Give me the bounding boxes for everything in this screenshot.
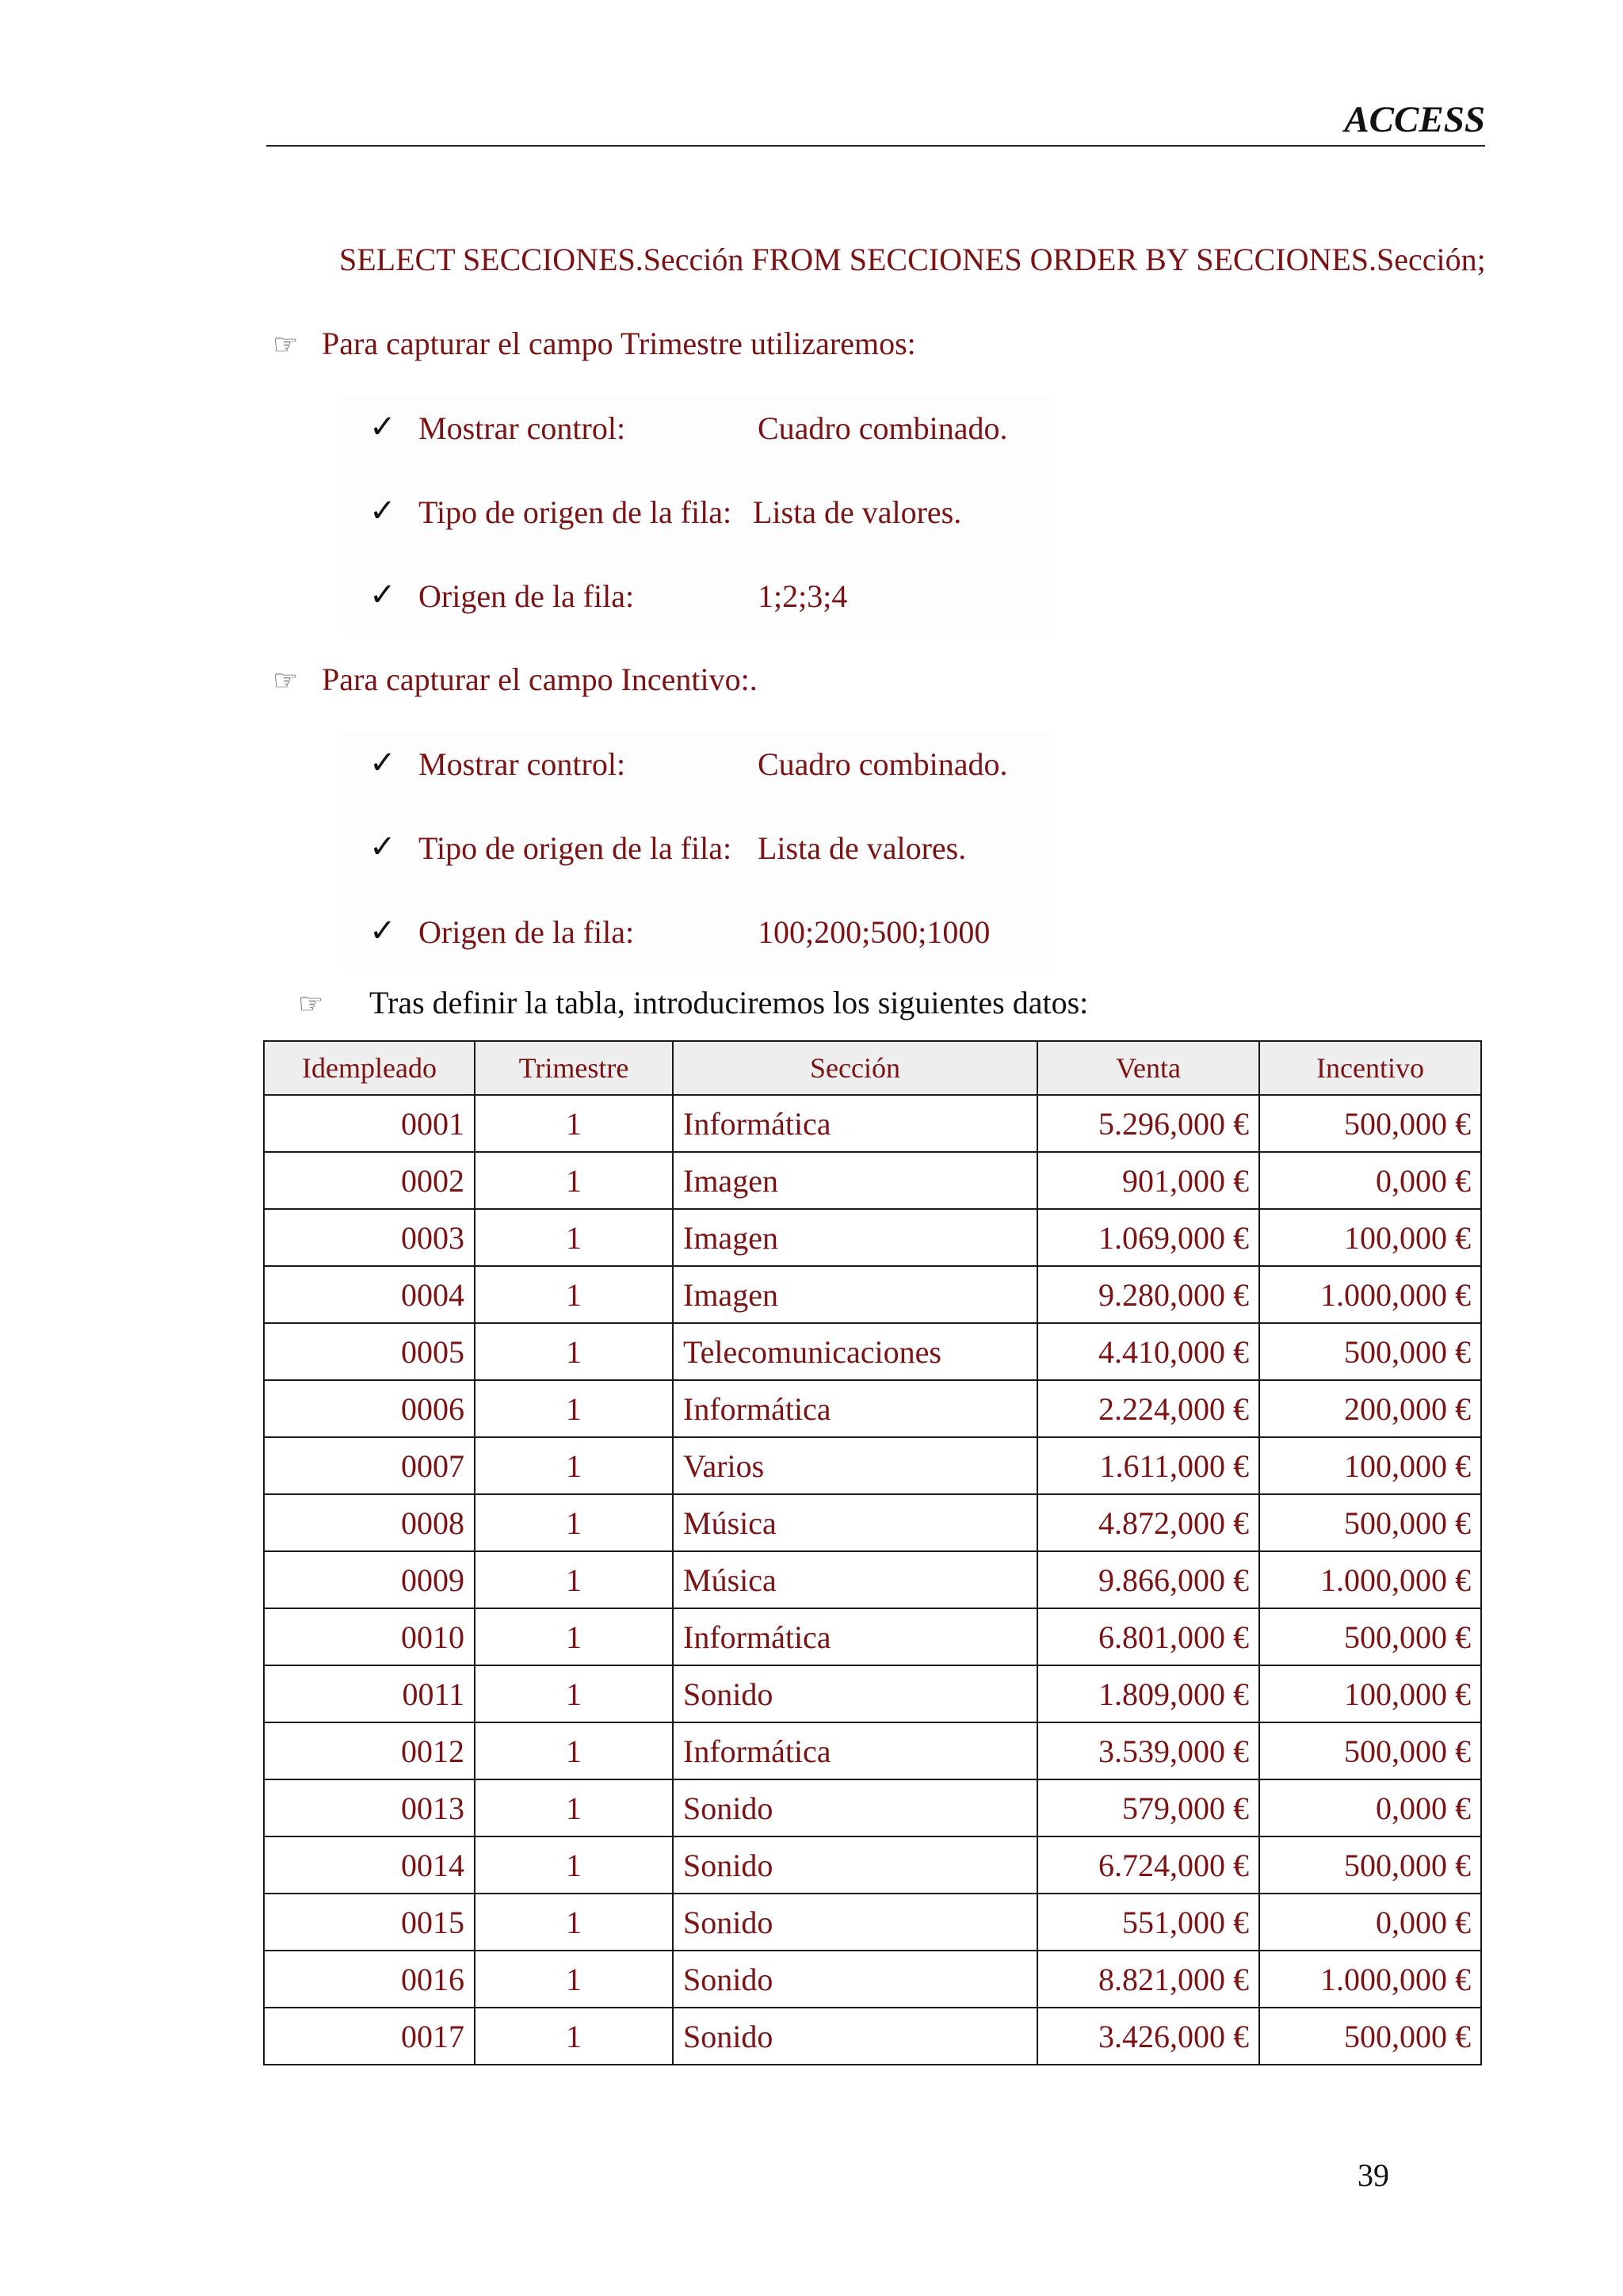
cell-venta: 3.426,000 € [1037,2008,1259,2065]
cell-venta: 5.296,000 € [1037,1095,1259,1152]
header-venta: Venta [1037,1041,1259,1095]
cell-venta: 579,000 € [1037,1779,1259,1836]
cell-trimestre: 1 [475,1951,673,2008]
cell-venta: 4.872,000 € [1037,1494,1259,1551]
cell-idempleado: 0002 [264,1152,475,1209]
cell-idempleado: 0001 [264,1095,475,1152]
cell-venta: 9.280,000 € [1037,1266,1259,1323]
cell-seccion: Sonido [673,1894,1037,1951]
cell-incentivo: 500,000 € [1259,1722,1481,1779]
cell-incentivo: 1.000,000 € [1259,1551,1481,1608]
table-row [264,1266,1481,1323]
cell-venta: 1.809,000 € [1037,1665,1259,1722]
cell-incentivo: 500,000 € [1259,1323,1481,1380]
cell-venta: 6.801,000 € [1037,1608,1259,1665]
cell-idempleado: 0006 [264,1380,475,1437]
check-mark-icon: ✓ [369,577,396,612]
cell-seccion: Informática [673,1095,1037,1152]
table-row [264,1551,1481,1608]
table-row [264,1323,1481,1380]
trimestre-item-value: Cuadro combinado. [758,410,1008,446]
cell-incentivo: 0,000 € [1259,1894,1481,1951]
cell-idempleado: 0011 [264,1665,475,1722]
pointing-hand-icon: ☞ [273,665,299,696]
table-row [264,1951,1481,2008]
incentivo-item-value: Cuadro combinado. [758,746,1008,782]
header-rule [266,145,1485,147]
table-row [264,1494,1481,1551]
cell-trimestre: 1 [475,1095,673,1152]
cell-venta: 1.069,000 € [1037,1209,1259,1266]
cell-seccion: Imagen [673,1152,1037,1209]
trimestre-item-value: 1;2;3;4 [758,578,848,614]
cell-venta: 8.821,000 € [1037,1951,1259,2008]
cell-trimestre: 1 [475,1437,673,1494]
table-row [264,1722,1481,1779]
cell-trimestre: 1 [475,1608,673,1665]
cell-trimestre: 1 [475,1779,673,1836]
cell-venta: 3.539,000 € [1037,1722,1259,1779]
cell-idempleado: 0016 [264,1951,475,2008]
cell-idempleado: 0008 [264,1494,475,1551]
trimestre-item-value: Lista de valores. [753,494,962,530]
cell-trimestre: 1 [475,1894,673,1951]
table-row [264,1665,1481,1722]
header-title: ACCESS [1344,99,1485,140]
cell-trimestre: 1 [475,2008,673,2065]
cell-trimestre: 1 [475,1152,673,1209]
table-header-row [264,1041,1481,1095]
cell-seccion: Música [673,1551,1037,1608]
cell-incentivo: 500,000 € [1259,1608,1481,1665]
cell-idempleado: 0017 [264,2008,475,2065]
cell-seccion: Sonido [673,1836,1037,1894]
cell-idempleado: 0009 [264,1551,475,1608]
sql-statement: SELECT SECCIONES.Sección FROM SECCIONES ORDER BY SECCIONES.Sección; [339,242,1486,277]
cell-seccion: Sonido [673,1779,1037,1836]
cell-seccion: Sonido [673,2008,1037,2065]
cell-incentivo: 1.000,000 € [1259,1951,1481,2008]
cell-seccion: Informática [673,1380,1037,1437]
cell-incentivo: 500,000 € [1259,2008,1481,2065]
cell-venta: 4.410,000 € [1037,1323,1259,1380]
header-idempleado: Idempleado [264,1041,475,1095]
incentivo-intro: Para capturar el campo Incentivo:. [322,662,758,697]
cell-seccion: Imagen [673,1209,1037,1266]
cell-incentivo: 0,000 € [1259,1779,1481,1836]
header-incentivo: Incentivo [1259,1041,1481,1095]
cell-venta: 2.224,000 € [1037,1380,1259,1437]
cell-incentivo: 100,000 € [1259,1437,1481,1494]
trimestre-intro: Para capturar el campo Trimestre utilizaremos: [322,326,916,361]
cell-venta: 6.724,000 € [1037,1836,1259,1894]
cell-trimestre: 1 [475,1323,673,1380]
cell-seccion: Imagen [673,1266,1037,1323]
table-row [264,2008,1481,2065]
cell-incentivo: 200,000 € [1259,1380,1481,1437]
cell-venta: 1.611,000 € [1037,1437,1259,1494]
cell-trimestre: 1 [475,1266,673,1323]
cell-idempleado: 0010 [264,1608,475,1665]
cell-incentivo: 100,000 € [1259,1665,1481,1722]
cell-trimestre: 1 [475,1665,673,1722]
incentivo-item-value: 100;200;500;1000 [758,914,991,950]
cell-trimestre: 1 [475,1380,673,1437]
cell-trimestre: 1 [475,1722,673,1779]
trimestre-item-label: Mostrar control: [418,410,626,446]
table-row [264,1894,1481,1951]
cell-seccion: Informática [673,1608,1037,1665]
table-row [264,1608,1481,1665]
pointing-hand-icon: ☞ [298,988,324,1020]
table-intro: Tras definir la tabla, introduciremos los siguientes datos: [369,985,1089,1020]
check-mark-icon: ✓ [369,409,396,444]
cell-incentivo: 0,000 € [1259,1152,1481,1209]
cell-seccion: Telecomunicaciones [673,1323,1037,1380]
cell-idempleado: 0015 [264,1894,475,1951]
trimestre-item-label: Tipo de origen de la fila: [418,494,732,530]
cell-idempleado: 0007 [264,1437,475,1494]
cell-seccion: Informática [673,1722,1037,1779]
table-row [264,1836,1481,1894]
cell-idempleado: 0013 [264,1779,475,1836]
cell-venta: 9.866,000 € [1037,1551,1259,1608]
cell-incentivo: 500,000 € [1259,1095,1481,1152]
incentivo-item-label: Origen de la fila: [418,914,635,950]
table-row [264,1152,1481,1209]
trimestre-item-label: Origen de la fila: [418,578,635,614]
check-mark-icon: ✓ [369,913,396,948]
cell-trimestre: 1 [475,1836,673,1894]
cell-trimestre: 1 [475,1494,673,1551]
cell-incentivo: 1.000,000 € [1259,1266,1481,1323]
check-mark-icon: ✓ [369,745,396,780]
table-row [264,1380,1481,1437]
table-row [264,1779,1481,1836]
incentivo-item-label: Tipo de origen de la fila: [418,830,732,866]
header-seccion: Sección [673,1041,1037,1095]
table-row [264,1095,1481,1152]
table-row [264,1209,1481,1266]
incentivo-item-label: Mostrar control: [418,746,626,782]
header-trimestre: Trimestre [475,1041,673,1095]
page-number: 39 [1358,2157,1389,2193]
cell-incentivo: 500,000 € [1259,1836,1481,1894]
cell-idempleado: 0003 [264,1209,475,1266]
cell-trimestre: 1 [475,1209,673,1266]
pointing-hand-icon: ☞ [273,329,299,360]
cell-seccion: Sonido [673,1665,1037,1722]
cell-seccion: Varios [673,1437,1037,1494]
incentivo-item-value: Lista de valores. [758,830,967,866]
cell-idempleado: 0014 [264,1836,475,1894]
table-row [264,1437,1481,1494]
cell-incentivo: 500,000 € [1259,1494,1481,1551]
cell-seccion: Música [673,1494,1037,1551]
cell-idempleado: 0012 [264,1722,475,1779]
cell-idempleado: 0005 [264,1323,475,1380]
cell-seccion: Sonido [673,1951,1037,2008]
check-mark-icon: ✓ [369,493,396,528]
cell-incentivo: 100,000 € [1259,1209,1481,1266]
check-mark-icon: ✓ [369,829,396,864]
cell-venta: 551,000 € [1037,1894,1259,1951]
cell-idempleado: 0004 [264,1266,475,1323]
data-table [263,1040,1482,2065]
cell-venta: 901,000 € [1037,1152,1259,1209]
cell-trimestre: 1 [475,1551,673,1608]
